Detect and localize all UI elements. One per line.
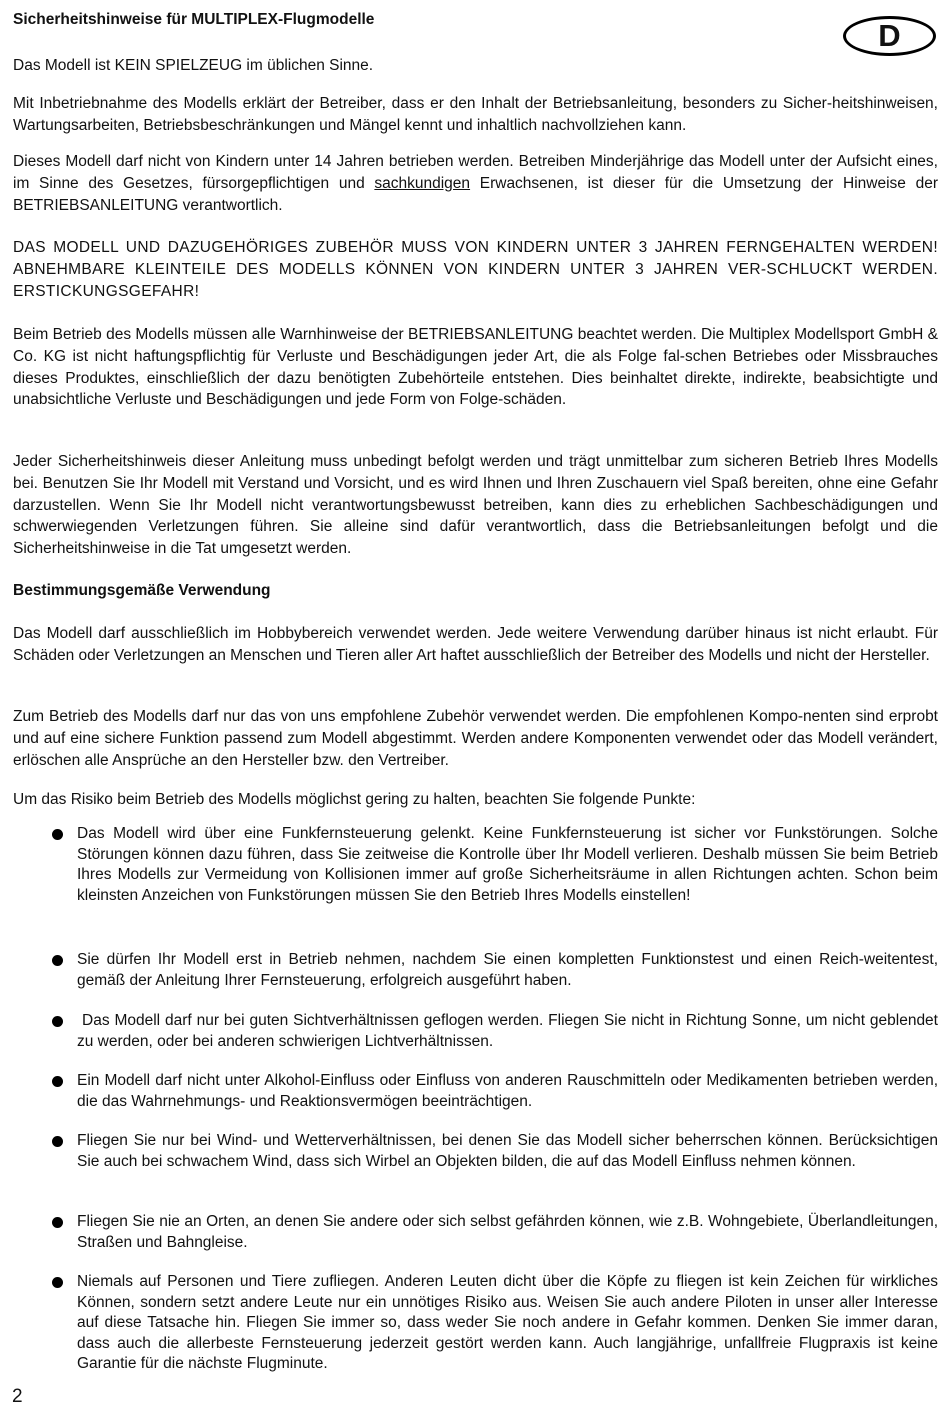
intro-paragraph-3 — [13, 151, 938, 216]
list-item: Das Modell darf nur bei guten Sichtverhältnissen geflogen werden. Fliegen Sie nicht in Richtung Sonne, um nicht geblendet zu werden, oder bei anderen schwierigen Lichtverhältnissen. — [77, 1011, 938, 1052]
list-item: Das Modell wird über eine Funkfernsteuerung gelenkt. Keine Funkfernsteuerung ist sicher vor Funkstörungen. Solche Störungen können dazu führen, dass Sie zeitweise die Kontrolle über Ihr Modell verlieren. Deshalb müssen Sie beim Betrieb Ihres Modells zur Vermeidung von Kollisionen immer auf große Sicherheitsräume in allen Richtungen achten. Schon beim kleinsten Anzeichen von Funkstörungen müssen Sie den Betrieb Ihres Modells einstellen! — [77, 824, 938, 906]
bullet-icon — [52, 1277, 63, 1288]
bullet-icon — [52, 1136, 63, 1147]
language-badge: D — [843, 16, 936, 56]
usage-paragraph-1: Das Modell darf ausschließlich im Hobbybereich verwendet werden. Jede weitere Verwendung darüber hinaus ist nicht erlaubt. Für Schäden oder Verletzungen an Menschen und Tieren aller Art haftet ausschließlich der Betreiber des Modells und nicht der Hersteller. — [13, 625, 938, 664]
intro-paragraph-1: Das Modell ist KEIN SPIELZEUG im üblichen Sinne. — [13, 57, 374, 74]
bullet-icon — [52, 1217, 63, 1228]
safety-paragraph: Jeder Sicherheitshinweis dieser Anleitung muss unbedingt befolgt werden und trägt unmittelbar zum sicheren Betrieb Ihres Modells bei. Benutzen Sie Ihr Modell mit Verstand und Vorsicht, und es wird Ihnen und Ihren Zuschauern viel Spaß bereiten, ohne eine Gefahr darzustellen. Wenn Sie Ihr Modell nicht verantwortungsbewusst betreiben, kann dies zu erheblichen Sachbeschädigungen und schwerwiegenden Verletzungen führen. Sie alleine sind dafür verantwortlich, dass die Betriebsanleitungen befolgt und die Sicherheitshinweise in die Tat umgesetzt werden. — [13, 453, 938, 558]
page-title: Sicherheitshinweise für MULTIPLEX-Flugmodelle — [13, 11, 375, 28]
warning-paragraph: DAS MODELL UND DAZUGEHÖRIGES ZUBEHÖR MUSS VON KINDERN UNTER 3 JAHREN FERNGEHALTEN WERDEN! ABNEHMBARE KLEINTEILE DES MODELLS KÖNNEN VON KINDERN UNTER 3 JAHREN VER-SCHLUCKT WERDEN. ERSTICKUNGSGEFAHR! — [13, 239, 938, 300]
usage-paragraph-2: Zum Betrieb des Modells darf nur das von uns empfohlene Zubehör verwendet werden. Die empfohlenen Kompo-nenten sind erprobt und auf eine sichere Funktion passend zum Modell abgestimmt. Werden andere Komponenten verwendet oder das Modell verändert, erlöschen alle Ansprüche an den Hersteller bzw. den Vertreiber. — [13, 708, 938, 769]
section-heading: Bestimmungsgemäße Verwendung — [13, 582, 271, 599]
list-item: Fliegen Sie nie an Orten, an denen Sie andere oder sich selbst gefährden können, wie z.B. Wohngebiete, Überlandleitungen, Straßen und Bahngleise. — [77, 1212, 938, 1253]
paragraph-3-text-b: Erwachsenen, ist dieser für die Umsetzung der Hinweise der BETRIEBSANLEITUNG verantwortlich. — [13, 174, 938, 214]
paragraph-3-text-a: Dieses Modell darf nicht von Kindern unter 14 Jahren betrieben werden. Betreiben Minderjährige das Modell unter der Aufsicht eines, im Sinne des Gesetzes, fürsorgepflichtigen und — [13, 153, 938, 192]
intro-paragraph-2: Mit Inbetriebnahme des Modells erklärt der Betreiber, dass er den Inhalt der Betriebsanleitung, besonders zu Sicher-heitshinweisen, Wartungsarbeiten, Betriebsbeschränkungen und Mängel kennt und inhaltlich nachvollziehen kann. — [13, 95, 938, 134]
list-item: Ein Modell darf nicht unter Alkohol-Einfluss oder Einfluss von anderen Rauschmitteln oder Medikamenten betrieben werden, die das Wahrnehmungs- und Reaktionsvermögen beeinträchtigen. — [77, 1071, 938, 1112]
page-number: 2 — [12, 1386, 23, 1407]
bullet-icon — [52, 1076, 63, 1087]
list-item: Niemals auf Personen und Tiere zufliegen. Anderen Leuten dicht über die Köpfe zu fliegen ist kein Zeichen für wirkliches Können, sondern setzt andere Leute nur ein unnötiges Risiko aus. Weisen Sie auch andere Piloten in unser aller Interesse auf diese Tatsache hin. Fliegen Sie immer so, dass weder Sie noch andere in Gefahr kommen. Denken Sie immer daran, dass auch die allerbeste Fernsteuerung jederzeit gestört werden kann. Auch langjährige, unfallfreie Flugpraxis ist keine Garantie für die nächste Flugminute. — [77, 1272, 938, 1375]
underlined-term: sachkundigen — [374, 174, 471, 192]
bullet-icon — [52, 1016, 63, 1027]
liability-paragraph: Beim Betrieb des Modells müssen alle Warnhinweise der BETRIEBSANLEITUNG beachtet werden. Die Multiplex Modellsport GmbH & Co. KG ist nicht haftungspflichtig für Verluste und Beschädigungen jeder Art, die als Folge fal-schen Betriebes oder Missbrauches dieses Produktes, einschließlich der dazu benötigten Zubehörteile entstehen. Dies beinhaltet direkte, indirekte, beabsichtigte und unabsichtliche Verluste und Beschädigungen und jede Form von Folge-schäden. — [13, 326, 938, 409]
list-item: Sie dürfen Ihr Modell erst in Betrieb nehmen, nachdem Sie einen kompletten Funktionstest und einen Reich-weitentest, gemäß der Anleitung Ihrer Fernsteuerung, erfolgreich ausgeführt haben. — [77, 950, 938, 991]
usage-paragraph-3: Um das Risiko beim Betrieb des Modells möglichst gering zu halten, beachten Sie folgende Punkte: — [13, 791, 696, 808]
bullet-icon — [52, 955, 63, 966]
bullet-icon — [52, 829, 63, 840]
list-item: Fliegen Sie nur bei Wind- und Wetterverhältnissen, bei denen Sie das Modell sicher beherrschen können. Berücksichtigen Sie auch bei schwachem Wind, dass sich Wirbel an Objekten bilden, die auf das Modell Einfluss nehmen können. — [77, 1131, 938, 1172]
